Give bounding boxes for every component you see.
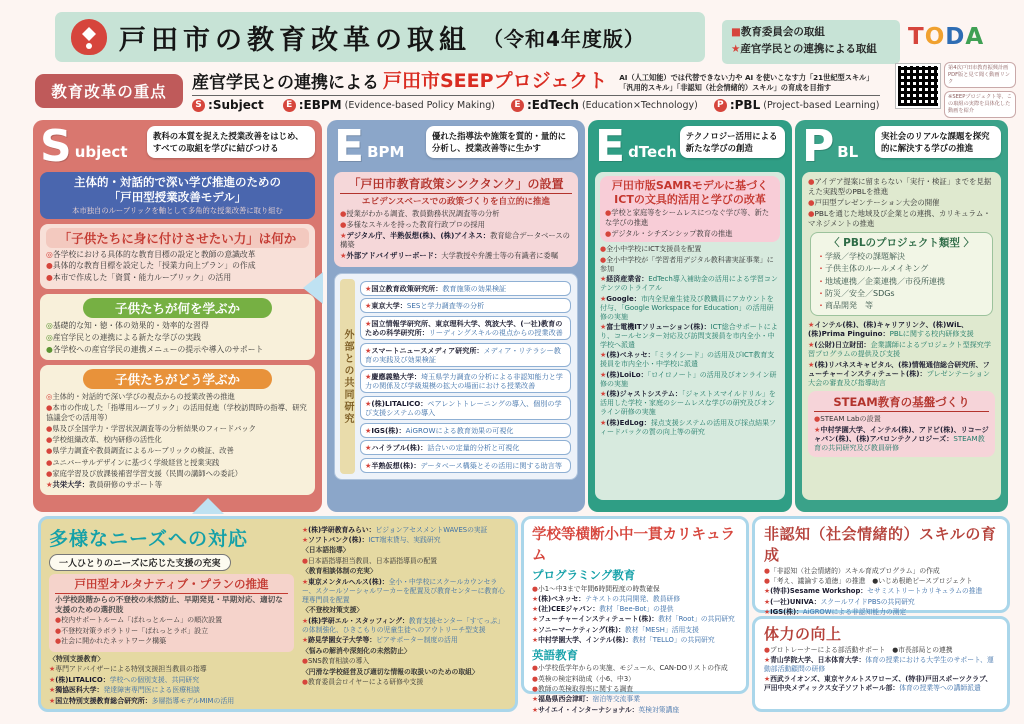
research-item: ★慶應義塾大学：埼玉県学力調査の分析による非認知能力と学力の関係及び学級規模の拡大の場面における授業改善 <box>360 369 571 393</box>
seep-project-name: 戸田市SEEPプロジェクト <box>383 70 608 92</box>
subject-tagline: 教科の本質を捉えた授業改善をはじめ、すべての取組を学びに結びつける <box>147 126 315 158</box>
list-item: ★国立特別支援教育総合研究所：多層指導モデルMIMの活用 <box>49 696 235 705</box>
edtech-samr-box: 戸田市版SAMRモデルに基づく ICTの文具的活用と学びの改革 ●学校と家庭等をシームレスにつなぐ学び等、新たな学びの推進 ●デジタル・シチズンシップ教育の推進 <box>600 176 780 243</box>
list-item: ●不登校対策ラボラトリー「ぱれっとラボ」設立 <box>55 626 209 635</box>
list-item: ●社会に開かれたネットワーク構築 <box>55 637 167 646</box>
pbl-tagline: 実社会のリアルな課題を探究的に解決する学びの推進 <box>875 126 1001 158</box>
research-item: ★半熟仮想(株)：データベース構築とその活用に関する助言等 <box>360 458 571 473</box>
page-title-year: （令和4年度版） <box>483 26 645 51</box>
list-item: ★フューチャーインスティテュート(株)：教材「Root」の共同研究 <box>532 615 735 624</box>
list-item: ★(株)EdLog：採点支援システムの活用及び採点結果フィードバックの質の向上等の研究 <box>600 418 777 436</box>
pbl-body <box>802 172 1001 500</box>
qr-code <box>896 64 940 108</box>
ebpm-research-box <box>334 273 578 480</box>
list-item: ★経済産業省：EdTech導入補助金の活用による学習コンテンツのトライアル <box>600 275 778 293</box>
list-item: ◎主体的・対話的で深い学びの視点からの授業改善の推進 <box>46 392 235 402</box>
p-circle-icon: P <box>714 99 727 112</box>
subject-model-box: 主体的・対話的で深い学び推進のための 「戸田型授業改善モデル」 本市独自のルーブリックを軸として多角的な授業改善に取り組む <box>40 172 315 219</box>
fitness-title: 体力の向上 <box>764 625 842 643</box>
list-item: ●県及び全国学力・学習状況調査等の分析結果のフィードバック <box>46 424 256 434</box>
list-item: ●校内サポートルーム「ぱれっとルーム」の順次設置 <box>55 616 223 625</box>
list-item: ●「考え、議論する道徳」の推進 ●いじめ根絶ピースプロジェクト <box>764 576 973 585</box>
list-item: ★ソフトバンク(株)：ICT端末貸与、実践研究 <box>302 535 441 544</box>
research-item: ★国立教育政策研究所：教育施策の効果検証 <box>360 281 571 296</box>
research-item: ★(株)LITALICO：ペアレントトレーニングの導入、個別の学び支援システムの導入 <box>360 396 571 420</box>
column-ebpm <box>327 120 585 512</box>
list-item: ●本市で作成した「資質・能力ルーブリック」の活用 <box>46 273 232 283</box>
list-item: ★サイエイ・インターナショナル：英検対策講座 <box>532 705 680 714</box>
list-item: ★ソニーマーケティング(株)：教材「MESH」活用支援 <box>532 625 699 634</box>
list-item: ★富士電機ITソリューション(株)：ICT総合サポートにより、コールセンター対応及び訪問支援員を市内全小・中学校へ派遣 <box>600 323 778 349</box>
list-item: ●学校組織改革、校内研修の活性化 <box>46 435 162 445</box>
list-item: ・学級／学校の課題解決 <box>817 251 905 261</box>
section-title: 子供たちが何を学ぶか <box>83 298 272 318</box>
list-item: 〈日本語指導〉 <box>302 546 350 555</box>
list-item: ●家庭学習及び放課後補習学習支援（民間の講師への委託） <box>46 468 243 478</box>
list-item: ★(社)CEEジャパン：教材「Bee-Bot」の提供 <box>532 605 674 614</box>
list-item: ★専門アドバイザーによる特別支援担当教員の指導 <box>49 665 207 674</box>
list-item: ★獨協医科大学：発達障害専門医による医療相談 <box>49 686 200 695</box>
list-item: ●SNS教育相談の導入 <box>302 657 370 666</box>
section-title: 子供たちがどう学ぶか <box>83 369 272 389</box>
list-item: ●アイデア提案に留まらない「実行・検証」までを見据えた実践型のPBLを推進 <box>808 177 992 196</box>
list-item: ・子供主体のルールメイキング <box>817 264 929 274</box>
list-item: ●多様なスキルを持った教育行政プロの採用 <box>340 219 485 229</box>
left-arrow-icon <box>303 272 323 304</box>
list-item: ●デジタル・シチズンシップ教育の推進 <box>605 228 733 238</box>
research-item: ★東京大学：SESと学力調査等の分析 <box>360 298 571 313</box>
curriculum-title: 学校等横断小中一貫カリキュラム <box>532 527 735 564</box>
toda-logo: TODA <box>908 24 985 50</box>
subject-section-how <box>40 365 315 495</box>
section-title: 「子供たちに身に付けさせたい力」は何か <box>46 228 309 248</box>
ebpm-thinktank-box: 「戸田市教育政策シンクタンク」の設置 エビデンスベースでの政策づくりを自立的に推進 ●授業がわかる調査、教員勤務状況調査等の分析 ●多様なスキルを持った教育行政プロの採用 ★デジタル庁、半熟仮想(株)、(株)アイネス：教育総合データベースの構築 ★外部アドバイザリーボード：大学教授や弁護士等の有識者に委嘱 <box>334 172 578 267</box>
qr-notes <box>944 62 1016 118</box>
list-item: ●県学力調査や教員調査によるルーブリックの検証、改善 <box>46 446 234 456</box>
english-subtitle: 英語教育 <box>532 647 578 662</box>
list-item: ●教育委員会ロイヤーによる研修や支援 <box>302 678 424 687</box>
page-header <box>55 12 705 62</box>
research-vertical-label: 外部との共同研究 <box>340 279 355 474</box>
s-circle-icon: S <box>192 99 205 112</box>
list-item: ●英検の検定料助成（小6、中3） <box>532 674 635 683</box>
edtech-header: E dTech テクノロジー活用による新たな学びの創造 <box>595 126 785 168</box>
list-item: ★(株)ジャストシステム：「ジャストスマイルドリル」を活用した学校・家庭のシームレスな学びの研究及びオンライン研修の実施 <box>600 390 776 417</box>
list-item: ●ユニバーサルデザインに基づく学級経営と授業実践 <box>46 457 220 467</box>
list-item: ★(株)学研エル・スタッフィング：教育支援センター「すてっぷ」の体制強化、ひきこもりの児童生徒へのアウトリーチ型支援 <box>302 616 504 634</box>
list-item: ●PBLを通じた地域及び企業との連携、カリキュラム・マネジメントの推進 <box>808 209 991 228</box>
research-item: ★IGS(株)：AiGROWによる教育効果の可視化 <box>360 423 571 438</box>
edtech-tagline: テクノロジー活用による新たな学びの創造 <box>680 126 785 158</box>
list-item: 〈悩みの解消や深刻化の未然防止〉 <box>302 646 411 655</box>
legend-ebpm: E :EBPM (Evidence-based Policy Making) <box>283 98 495 112</box>
box-noncognitive-skills <box>752 516 1010 617</box>
list-item: ●各学校への産官学民の連携メニューの提示や導入のサポート <box>46 344 264 354</box>
needs-left-column <box>49 524 294 704</box>
e-circle-icon: E <box>283 99 296 112</box>
list-item: ●日本語指導担当教員、日本語指導員の配置 <box>302 556 438 565</box>
pbl-steam-box: STEAM教育の基盤づくり ●STEAM Labの設置 ★中村学園大学、インテル(株)、アドビ(株)、リコージャパン(株)、(株)アバロンテクノロジーズ：STEAM教育の共同研究及び教員研修 <box>808 391 995 457</box>
list-item: ★西武ライオンズ、東京ヤクルトスワローズ、(特非)戸田スポーツクラブ、戸田中央メディックス女子ソフトボール部：体育の授業等への講師派遣 <box>764 675 993 693</box>
subject-header: S ubject 教科の本質を捉えた授業改善をはじめ、すべての取組を学びに結びつける <box>40 126 315 168</box>
list-item: ★(特非)Sesame Workshop：セサミストリートカリキュラムの推進 <box>764 587 983 596</box>
list-item: ●教師の英検取得率に関する調査 <box>532 685 634 694</box>
needs-title: 多様なニーズへの対応 <box>49 528 249 550</box>
list-item: ●授業がわかる調査、教員勤務状況調査等の分析 <box>340 208 500 218</box>
list-item: ●STEAM Labの設置 <box>814 413 881 423</box>
list-item: ・商品開発 等 <box>817 301 873 311</box>
box-curriculum <box>521 516 749 714</box>
list-item: ・地域連携／企業連携／市役所連携 <box>817 276 945 286</box>
list-item: ●プロトレーナーによる部活動サポート ●市長部局との連携 <box>764 645 953 654</box>
list-item: ★(公財)日立財団：企業講師によるプロジェクト型探究学習プログラムの提供及び支援 <box>808 340 991 359</box>
programming-subtitle: プログラミング教育 <box>532 568 636 582</box>
ai-note: AI（人工知能）では代替できない力や AI を使いこなす力「21世紀型スキル」「汎用的スキル」「非認知（社会情緒的）スキル」の育成を目指す <box>619 72 874 92</box>
list-item: ★跡見学園女子大学等：ピアサポーター制度の活用 <box>302 636 458 645</box>
research-item: ★国立情報学研究所、東京理科大学、筑波大学、(一社)教育のための科学研究所：リーディングスキルの視点からの授業改善 <box>360 316 571 340</box>
list-item: ●全小中学校が「学習者用デジタル教科書実証事業」に参加 <box>600 255 774 273</box>
list-item: ★共栄大学：教員研修のサポート等 <box>46 479 162 489</box>
list-item: ●「非認知（社会情緒的）スキル育成プログラム」の作成 <box>764 566 940 575</box>
list-item: 〈教育相談体制の充実〉 <box>302 567 377 576</box>
toda-city-emblem-icon <box>71 19 107 55</box>
list-item: ★中村学園大学、インテル(株)：教材「TELLO」の共同研究 <box>532 636 715 645</box>
list-item: ●具体的な教育目標を設定した「授業力向上プラン」の作成 <box>46 261 256 271</box>
legend-pbl: P :PBL (Project-based Learning) <box>714 98 880 112</box>
list-item: ●小1～中3まで年間6時間程度の時数確保 <box>532 584 660 593</box>
list-item: ●本市の作成した「指導用ルーブリック」の活用促進（学校訪問時の指導、研究協議会での活用等） <box>46 403 307 423</box>
legend-box <box>722 20 900 64</box>
list-item: 〈特別支援教育〉 <box>49 655 105 663</box>
list-item: ★(株)リバネスキャピタル、(株)情報通信総合研究所、フューチャーインスティテュート(株)：プレゼンテーション大会の審査及び指導助言 <box>808 359 990 387</box>
legend-item-collab: ★産官学民との連携による取組 <box>731 43 877 56</box>
legend-subject: S :Subject <box>192 98 267 112</box>
ebpm-header: E BPM 優れた指導法や施策を質的・量的に分析し、授業改善等に生かす <box>334 126 578 168</box>
seep-title-row <box>192 66 880 96</box>
up-arrow-icon <box>192 498 224 514</box>
list-item: ★福島県西会津町：宿泊等交流事業 <box>532 695 641 704</box>
list-item: ●戸田型プレゼンテーション大会の開催 <box>808 198 940 208</box>
subject-section-power <box>40 224 315 289</box>
list-item: ★Google：市内全児童生徒及び教職員にアカウントを付与、「Google Workspace for Education」の活用研修の実施 <box>600 294 774 321</box>
column-edtech <box>588 120 792 512</box>
list-item: ●小学校低学年からの実施、モジュール、CAN-DOリストの作成 <box>532 664 728 673</box>
column-pbl <box>795 120 1008 512</box>
alternative-plan-box: 戸田型オルタナティブ・プランの推進 小学校段階からの不登校の未然防止、早期発見・早期対応、適切な支援のための選択肢 ●校内サポートルーム「ぱれっとルーム」の順次設置 ●不登校対策ラボラトリー「ぱれっとラボ」設立 ●社会に開かれたネットワーク構築 <box>49 574 294 652</box>
subject-section-what <box>40 294 315 360</box>
list-item: ◎基礎的な知・徳・体の効果的・効率的な習得 <box>46 321 209 331</box>
list-item: ★デジタル庁、半熟仮想(株)、(株)アイネス：教育総合データベースの構築 <box>340 230 570 250</box>
edtech-body <box>595 172 785 500</box>
seep-legend-row <box>192 98 880 112</box>
ebpm-tagline: 優れた指導法や施策を質的・量的に分析し、授業改善等に生かす <box>426 126 578 158</box>
page-title: 戸田市の教育改革の取組 <box>119 24 471 56</box>
list-item: ・防災／安全／SDGs <box>817 288 895 298</box>
list-item: ◎産官学民との連携による新たな学びの実践 <box>46 332 201 342</box>
pbl-header: P BL 実社会のリアルな課題を探究的に解決する学びの推進 <box>802 126 1001 168</box>
list-item: ★IGS(株)：AiGROWによる非認知能力の測定 <box>764 608 907 617</box>
pbl-project-types-box: 〈 PBLのプロジェクト類型 〉 ・学級／学校の課題解決 ・子供主体のルールメイキング ・地域連携／企業連携／市役所連携 ・防災／安全／SDGs ・商品開発 等 <box>810 232 993 316</box>
list-item: ★(株)LITALICO：学校への個別支援、共同研究 <box>49 675 200 684</box>
qr-note-2: ※SEEPプロジェクト等、この取組の実際を具体化した動画を紹介 <box>944 91 1016 117</box>
list-item: ★青山学院大学、日本体育大学：体育の授業における大学生のサポート、運動部活動顧問の研修 <box>764 655 994 673</box>
needs-right-column <box>302 524 507 704</box>
legend-item-committee: ■教育委員会の取組 <box>731 26 825 38</box>
needs-badge: 一人ひとりのニーズに応じた支援の充実 <box>49 554 231 571</box>
focus-badge: 教育改革の重点 <box>35 74 183 108</box>
seep-lead: 産官学民との連携による <box>192 73 379 93</box>
list-item: ★(株)学研教育みらい：ビジョンアセスメントWAVESの実証 <box>302 525 488 534</box>
research-item: ★スマートニュースメディア研究所：メディア・リテラシー教育の実践及び効果検証 <box>360 343 571 367</box>
list-item: ◎各学校における具体的な教育目標の設定と教師の意識改革 <box>46 249 256 259</box>
list-item: ★(一社)UNIVA：スクールワイドPBSの共同研究 <box>764 597 915 606</box>
list-item: ★(株)ベネッセ：テキストの共同開発、教員研修 <box>532 594 681 603</box>
column-subject <box>33 120 322 512</box>
qr-note-1: 第4次戸田市教育振興計画 PDF版と見て聞く動画リンク <box>944 62 1016 88</box>
box-physical-fitness <box>752 616 1010 712</box>
list-item: ★外部アドバイザリーボード：大学教授や弁護士等の有識者に委嘱 <box>340 251 559 261</box>
list-item: ●全小中学校にICT支援員を配置 <box>600 245 702 254</box>
list-item: ★(株)ベネッセ：「ミライシード」の活用及びICT教育支援員を市内全小・中学校に派遣 <box>600 351 775 369</box>
list-item: 〈不登校対策支援〉 <box>302 606 364 615</box>
e-circle-icon: E <box>511 99 524 112</box>
noncog-title: 非認知（社会情緒的）スキルの育成 <box>764 525 997 564</box>
list-item: ★東京メンタルヘルス(株)：全小・中学校にスクールカウンセラー、スクールソーシャルワーカーを配置及び教育センターに教育心理専門員を配置 <box>302 577 505 604</box>
list-item: 〈円滑な学校経営及び適切な情報の取扱いのための取組〉 <box>302 667 479 676</box>
list-item: ●学校と家庭等をシームレスにつなぐ学び等、新たな学びの推進 <box>605 208 770 227</box>
list-item: ★中村学園大学、インテル(株)、アドビ(株)、リコージャパン(株)、(株)アバロンテクノロジーズ：STEAM教育の共同研究及び教員研修 <box>814 424 989 453</box>
legend-edtech: E :EdTech (Education×Technology) <box>511 98 698 112</box>
research-item: ★ハイラブル(株)：話合いの定量的分析と可視化 <box>360 440 571 455</box>
list-item: ★インテル(株)、(株)キャリアリンク、(株)WiL、(株)Prima Pinguino：PBLに関する校内研修支援 <box>808 320 974 339</box>
list-item: ★(株)LoiLo：「ロイロノート」の活用及びオンライン研修の実施 <box>600 370 777 388</box>
box-diverse-needs <box>38 516 518 712</box>
